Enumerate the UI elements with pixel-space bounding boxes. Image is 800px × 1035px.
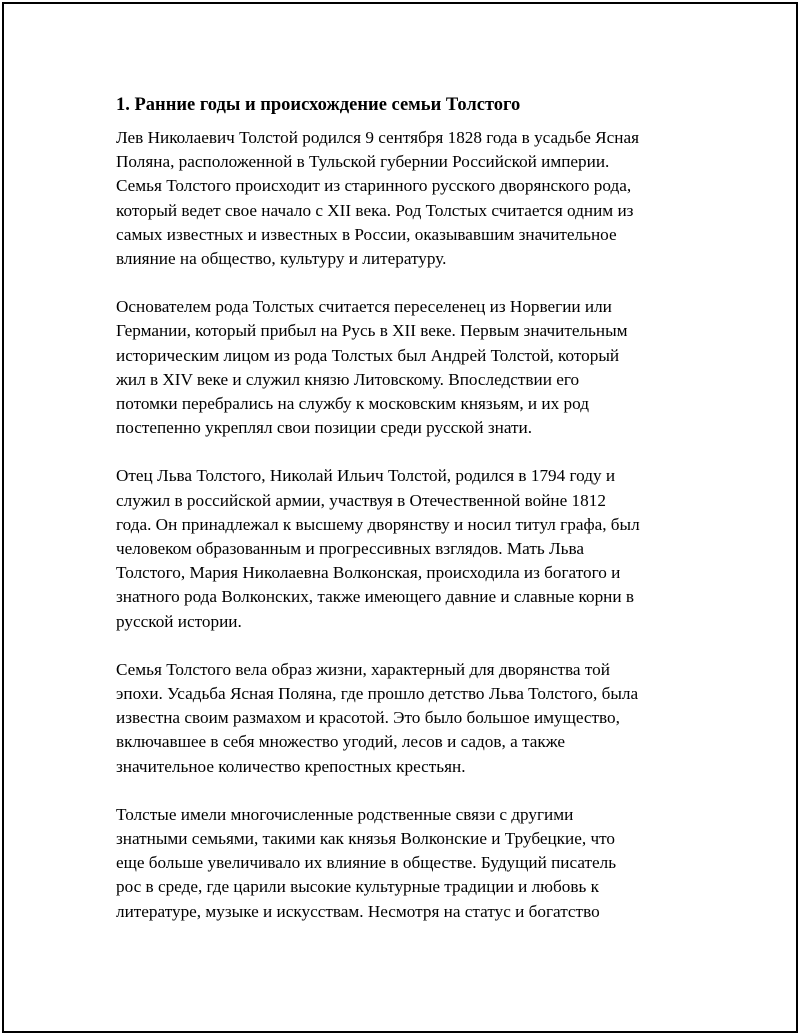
paragraph-line: литературе, музыке и искусствам. Несмотря на статус и богатство — [116, 901, 600, 921]
paragraph-1 — [116, 126, 696, 271]
paragraph-line: Отец Льва Толстого, Николай Ильич Толстой, родился в 1794 году и — [116, 466, 616, 486]
document-body — [116, 92, 696, 948]
paragraph-line: года. Он принадлежал к высшему дворянству и носил титул графа, был — [116, 514, 640, 534]
paragraph-3 — [116, 464, 696, 633]
paragraph-line: Толстые имели многочисленные родственные связи с другими — [116, 804, 574, 824]
paragraph-line: который ведет свое начало с XII века. Род Толстых считается одним из — [116, 200, 634, 220]
paragraph-line: значительное количество крепостных крестьян. — [116, 756, 466, 776]
paragraph-line: Основателем рода Толстых считается переселенец из Норвегии или — [116, 297, 612, 317]
paragraph-line: влияние на общество, культуру и литературу. — [116, 249, 447, 269]
paragraph-line: жил в XIV веке и служил князю Литовскому. Впоследствии его — [116, 369, 580, 389]
paragraph-2 — [116, 295, 696, 440]
paragraph-line: рос в среде, где царили высокие культурные традиции и любовь к — [116, 877, 599, 897]
paragraph-line: эпохи. Усадьба Ясная Поляна, где прошло детство Льва Толстого, была — [116, 684, 639, 704]
paragraph-line: еще больше увеличивало их влияние в обществе. Будущий писатель — [116, 853, 617, 873]
paragraph-line: включавшее в себя множество угодий, лесов и садов, а также — [116, 732, 566, 752]
paragraph-line: Семья Толстого происходит из старинного русского дворянского рода, — [116, 176, 632, 196]
paragraph-4 — [116, 658, 696, 779]
paragraph-line: историческим лицом из рода Толстых был Андрей Толстой, который — [116, 345, 620, 365]
paragraph-5 — [116, 803, 696, 924]
paragraph-line: самых известных и известных в России, оказывавшим значительное — [116, 224, 617, 244]
paragraph-line: известна своим размахом и красотой. Это было большое имущество, — [116, 708, 620, 728]
paragraph-line: человеком образованным и прогрессивных взглядов. Мать Льва — [116, 539, 585, 559]
paragraph-line: Германии, который прибыл на Русь в XII веке. Первым значительным — [116, 321, 628, 341]
section-heading: 1. Ранние годы и происхождение семьи Толстого — [116, 95, 521, 115]
paragraph-line: Толстого, Мария Николаевна Волконская, происходила из богатого и — [116, 563, 621, 583]
paragraph-line: постепенно укреплял свои позиции среди русской знати. — [116, 418, 533, 438]
paragraph-line: Поляна, расположенной в Тульской губернии Российской империи. — [116, 152, 610, 172]
paragraph-line: знатного рода Волконских, также имеющего давние и славные корни в — [116, 587, 634, 607]
paragraph-line: потомки перебрались на службу к московским князьям, и их род — [116, 394, 589, 414]
paragraph-line: Лев Николаевич Толстой родился 9 сентября 1828 года в усадьбе Ясная — [116, 128, 639, 147]
paragraph-line: Семья Толстого вела образ жизни, характерный для дворянства той — [116, 659, 610, 679]
paragraph-line: служил в российской армии, участвуя в Отечественной войне 1812 — [116, 490, 606, 510]
paragraph-line: русской истории. — [116, 611, 242, 631]
paragraph-line: знатными семьями, такими как князья Волконские и Трубецкие, что — [116, 829, 615, 849]
